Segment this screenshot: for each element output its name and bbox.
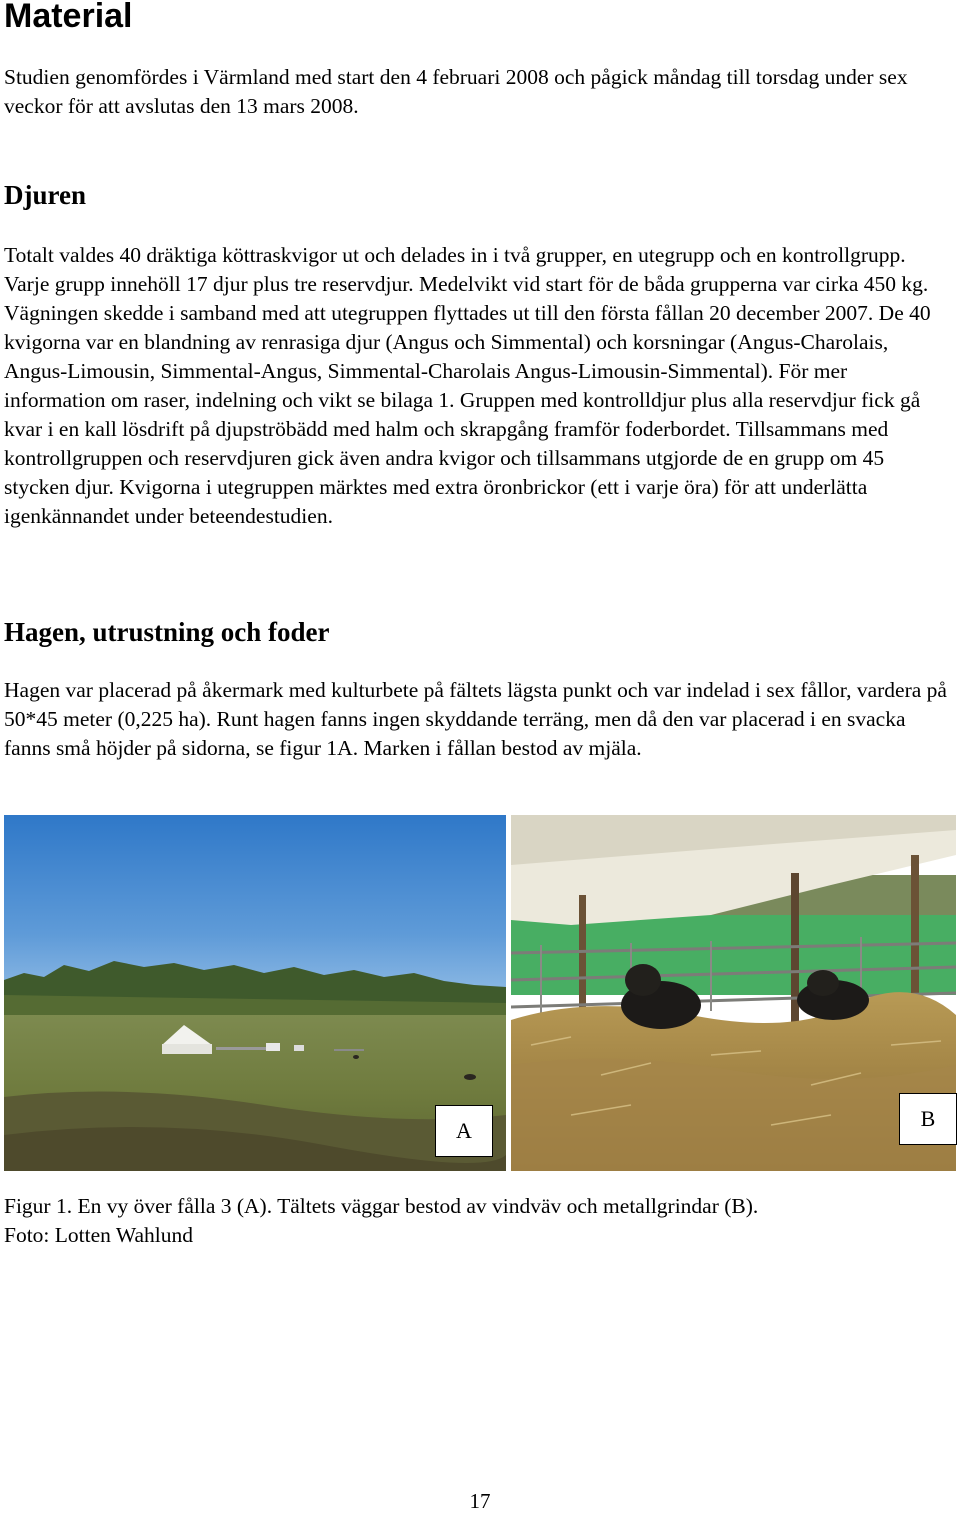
- djuren-heading: Djuren: [4, 180, 87, 210]
- figure-caption-line-2: Foto: Lotten Wahlund: [4, 1223, 193, 1247]
- figure-caption: [4, 1192, 950, 1250]
- panel-label-b: B: [899, 1093, 957, 1145]
- panel-label-a: A: [435, 1105, 493, 1157]
- djuren-paragraph: Totalt valdes 40 dräktiga köttraskvigor ut och delades in i två grupper, en utegrupp och en kontrollgrupp. Varje grupp innehöll 17 djur plus tre reservdjur. Medelvikt vid start för de båda grupperna var cirka 450 kg. Vägningen skedde i samband med att utegruppen flyttades ut till den första fållan 20 december 2007. De 40 kvigorna var en blandning av renrasiga djur (Angus och Simmental) och korsningar (Angus-Charolais, Angus-Limousin, Simmental-Angus, Simmental-Charolais Angus-Limousin-Simmental). För mer information om raser, indelning och vikt se bilaga 1. Gruppen med kontrolldjur plus alla reservdjur fick gå kvar i en kall lösdrift på djupströbädd med halm och skrapgång framför foderbordet. Tillsammans med kontrollgruppen och reservdjuren gick även andra kvigor och tillsammans utgjorde de en grupp om 45 stycken djur. Kvigorna i utegruppen märktes med extra öronbrickor (ett i varje öra) för att underlätta igenkännandet under beteendestudien.: [4, 243, 931, 528]
- photo-paddock-view: [4, 815, 506, 1171]
- hagen-paragraph: Hagen var placerad på åkermark med kulturbete på fältets lägsta punkt och var indelad i sex fållor, vardera på 50*45 meter (0,225 ha). Runt hagen fanns ingen skyddande terräng, men då den var placerad i en svacka fanns små höjder på sidorna, se figur 1A. Marken i fållan bestod av mjäla.: [4, 678, 947, 760]
- hagen-heading: Hagen, utrustning och foder: [4, 617, 330, 647]
- page-number: 17: [469, 1489, 491, 1513]
- figure-caption-line-1: Figur 1. En vy över fålla 3 (A). Tältets väggar bestod av vindväv och metallgrindar (B).: [4, 1194, 759, 1218]
- section-title: Material: [4, 0, 133, 35]
- figure-1: [4, 815, 956, 1171]
- photo-cattle-shelter: [511, 815, 956, 1171]
- intro-paragraph: Studien genomfördes i Värmland med start den 4 februari 2008 och pågick måndag till torsdag under sex veckor för att avslutas den 13 mars 2008.: [4, 65, 908, 118]
